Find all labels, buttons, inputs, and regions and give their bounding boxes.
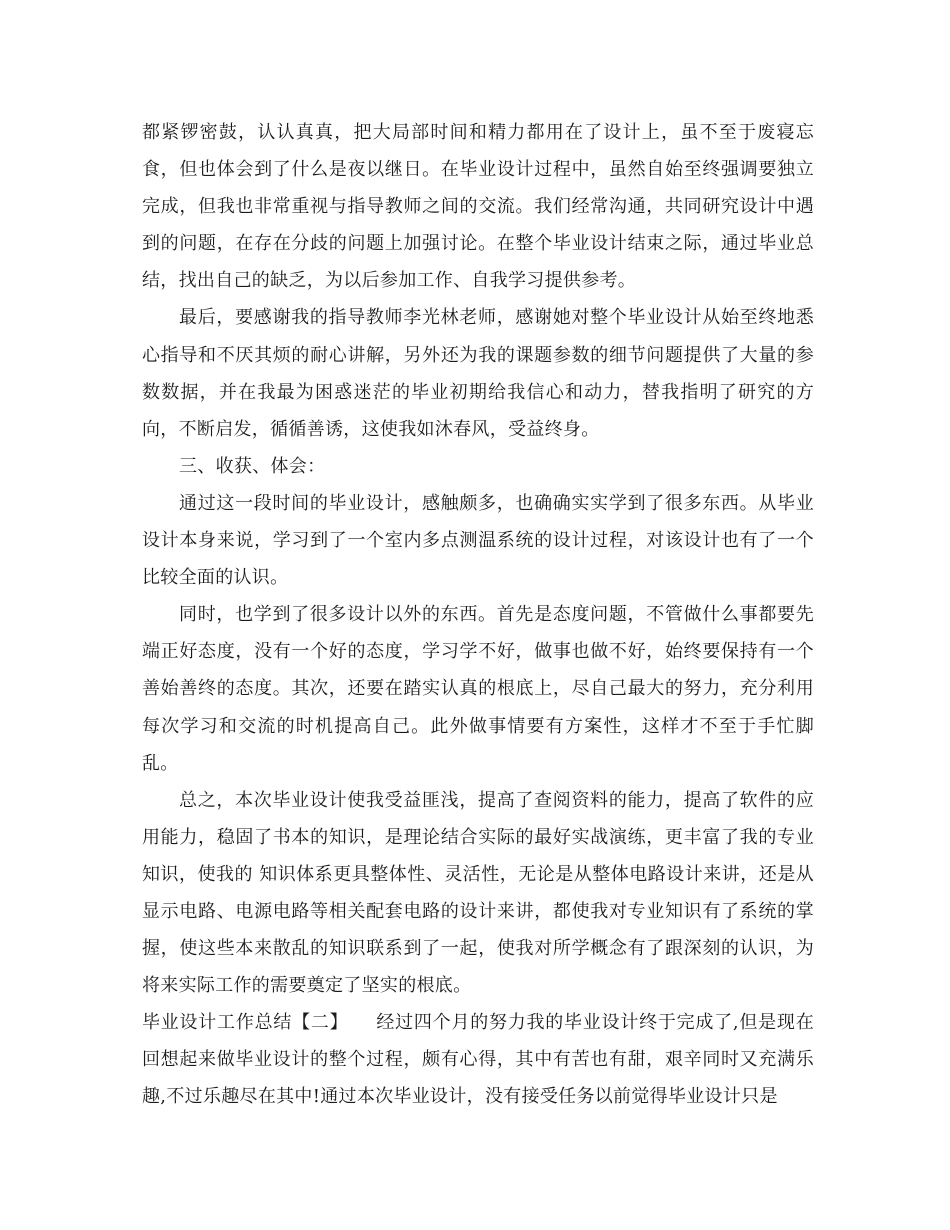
document-body xyxy=(142,114,814,1116)
paragraph: 最后，要感谢我的指导教师李光林老师，感谢她对整个毕业设计从始至终地悉心指导和不厌其烦的耐心讲解，另外还为我的课题参数的细节问题提供了大量的参数数据，并在我最为困惑迷茫的毕业初期给我信心和动力，替我指明了研究的方向，不断启发，循循善诱，这使我如沐春风，受益终身。 xyxy=(142,307,814,440)
paragraph: 通过这一段时间的毕业设计，感触颇多，也确确实实学到了很多东西。从毕业设计本身来说，学习到了一个室内多点测温系统的设计过程，对该设计也有了一个比较全面的认识。 xyxy=(142,492,814,589)
section-text: 经过四个月的努力我的毕业设计终于完成了,但是现在回想起来做毕业设计的整个过程，颇有心得，其中有苦也有甜，艰辛同时又充满乐趣,不过乐趣尽在其中!通过本次毕业设计，没有接受任务以前觉得毕业设计只是 xyxy=(142,1012,814,1108)
paragraph: 总之，本次毕业设计使我受益匪浅，提高了查阅资料的能力，提高了软件的应用能力，稳固了书本的知识，是理论结合实际的最好实战演练，更丰富了我的专业知识，使我的 知识体系更具整体性、灵活性，无论是从整体电路设计来讲，还是从显示电路、电源电路等相关配套电路的设计来讲，都使我对专业知识有了系统的掌握，使这些本来散乱的知识联系到了一起，使我对所学概念有了跟深刻的认识，为将来实际工作的需要奠定了坚实的根底。 xyxy=(142,789,814,997)
section-title: 毕业设计工作总结【二】 xyxy=(142,1012,349,1034)
paragraph: 同时，也学到了很多设计以外的东西。首先是态度问题，不管做什么事都要先端正好态度，没有一个好的态度，学习学不好，做事也做不好，始终要保持有一个善始善终的态度。其次，还要在踏实认真的根底上，尽自己最大的努力，充分利用每次学习和交流的时机提高自己。此外做事情要有方案性，这样才不至于手忙脚乱。 xyxy=(142,604,814,774)
paragraph: 都紧锣密鼓，认认真真，把大局部时间和精力都用在了设计上，虽不至于废寝忘食，但也体会到了什么是夜以继日。在毕业设计过程中，虽然自始至终强调要独立完成，但我也非常重视与指导教师之间的交流。我们经常沟通，共同研究设计中遇到的问题，在存在分歧的问题上加强讨论。在整个毕业设计结束之际，通过毕业总结，找出自己的缺乏，为以后参加工作、自我学习提供参考。 xyxy=(142,122,814,292)
section-subheading: 三、收获、体会： xyxy=(179,455,326,477)
section-heading-paragraph xyxy=(142,1004,814,1115)
